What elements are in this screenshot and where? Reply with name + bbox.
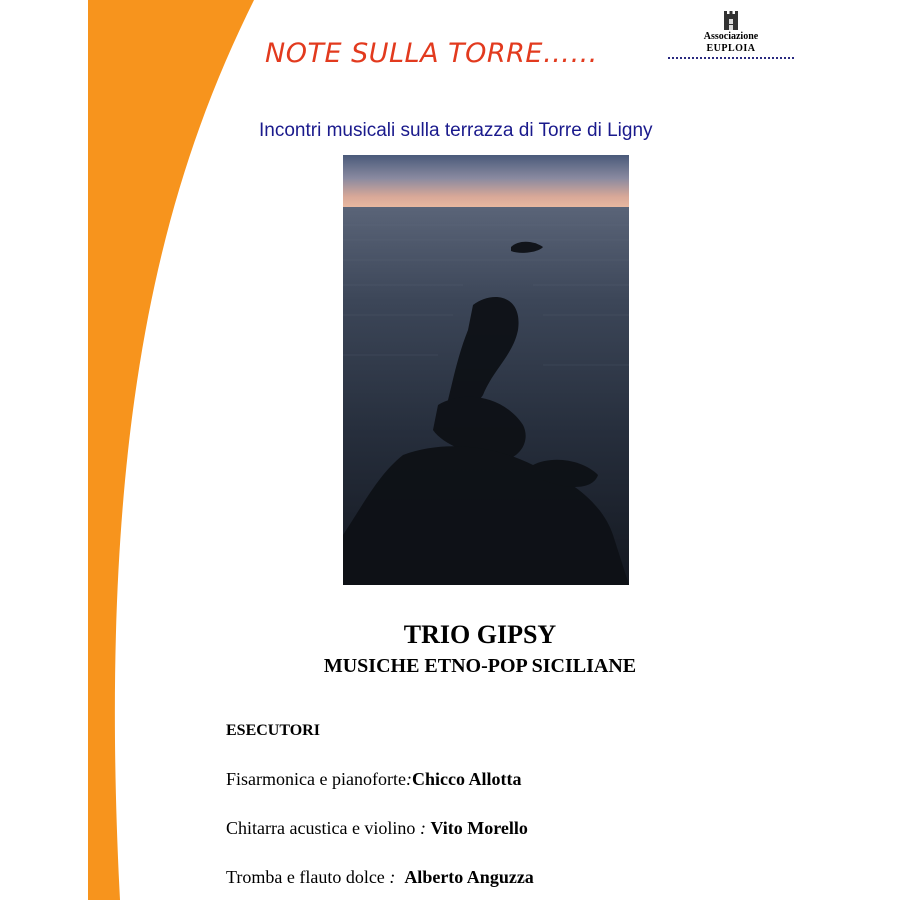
performer-separator: : [419,818,426,838]
performer-line [226,818,528,839]
performer-separator: : [405,769,412,789]
performer-name: Alberto Anguzza [404,867,534,887]
performer-line [226,769,521,790]
page-subtitle: Incontri musicali sulla terrazza di Torre di Ligny [259,120,653,141]
orange-swoosh-shape [88,0,254,900]
sunset-sea-image [343,155,629,585]
performer-name: Chicco Allotta [411,769,522,789]
association-logo [668,8,794,62]
band-name: TRIO GIPSY [403,620,557,649]
logo-dotted-underline [668,57,794,59]
performer-role: Chitarra acustica e violino [226,818,420,838]
page-title: NOTE SULLA TORRE…… [265,38,598,69]
sunset-sea-photo [343,155,629,585]
performer-line [226,867,534,888]
tower-icon [722,10,740,30]
performer-role: Tromba e flauto dolce [226,867,390,887]
performer-role: Fisarmonica e pianoforte [226,769,406,789]
performers-heading: ESECUTORI [226,722,320,739]
logo-text-name: EUPLOIA [706,43,756,54]
performer-name: Vito Morello [430,818,528,838]
performer-separator: : [389,867,396,887]
band-genre: MUSICHE ETNO-POP SICILIANE [323,655,637,677]
logo-text-association: Associazione [703,31,759,42]
